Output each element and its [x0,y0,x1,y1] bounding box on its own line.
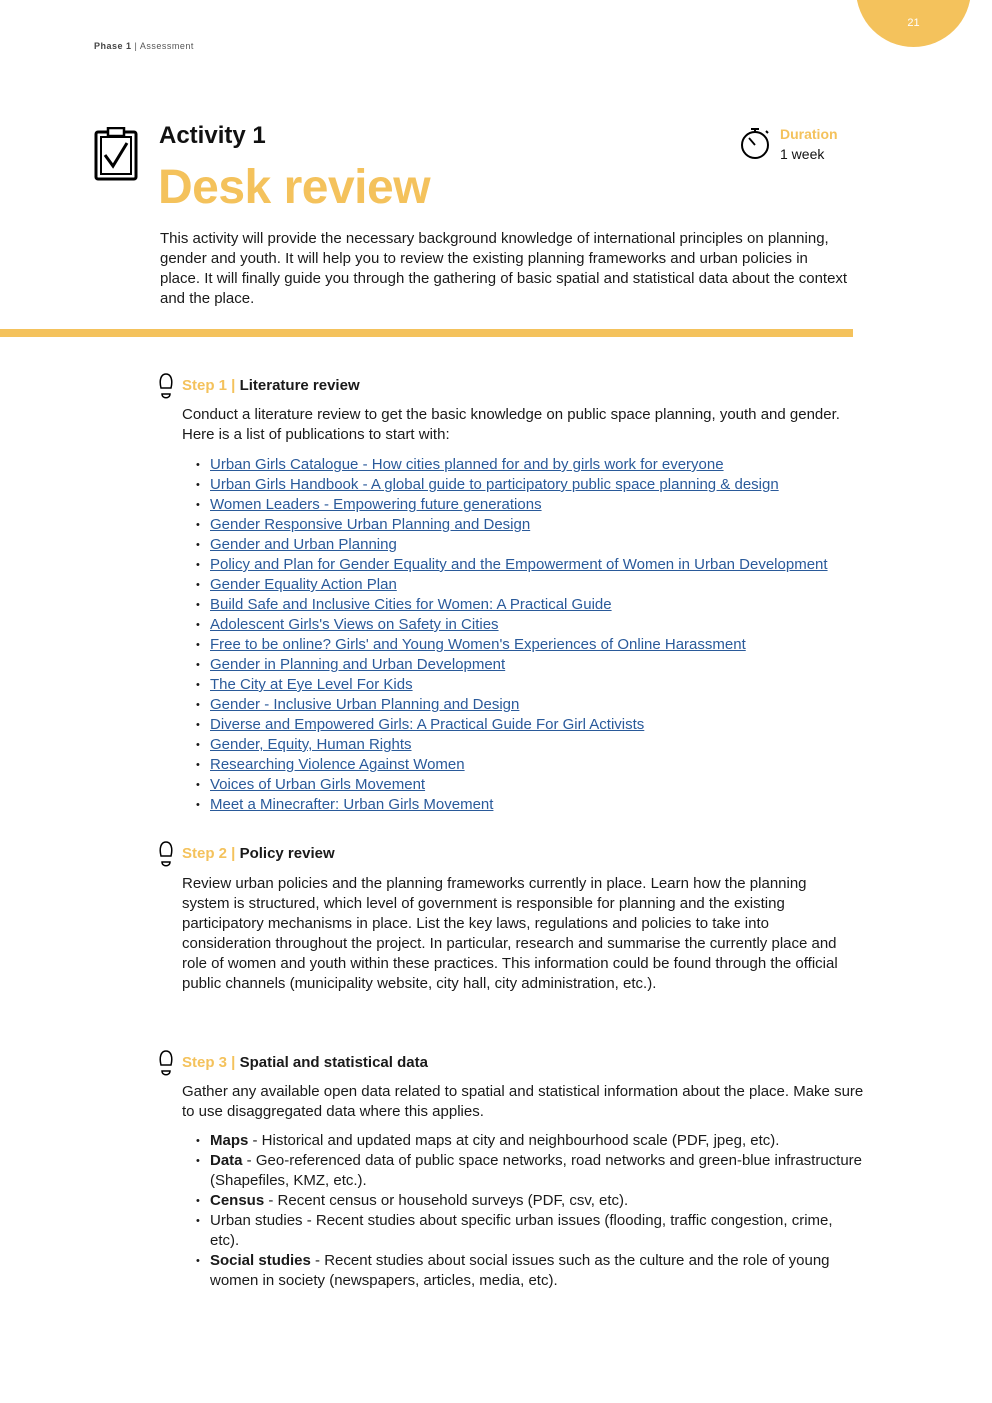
list-item [182,695,882,715]
clipboard-check-icon [94,127,138,181]
item-label: Census [210,1192,265,1209]
step-number: Step 2 | [182,845,236,862]
step-2-text: Review urban policies and the planning frameworks currently in place. Learn how the planning system is structured, which level of government is responsible for planning and the existing participatory mechanisms in place. List the key laws, regulations and policies to take into consideration throughout the project. In particular, research and summarise the currently place and role of women and youth within these practices. This information could be found through the official public channels (municipality website, city hall, city administration, etc.). [182,875,838,992]
list-item [182,1251,862,1291]
step-1-heading [182,377,360,394]
publication-link[interactable]: Gender - Inclusive Urban Planning and Design [210,696,520,713]
list-item [182,455,882,475]
breadcrumb-section: Assessment [139,41,194,51]
publication-link[interactable]: Gender Equality Action Plan [210,576,397,593]
item-label: Data [210,1152,243,1169]
list-item [182,555,882,575]
step-3-heading [182,1054,428,1071]
list-item [182,1211,862,1251]
publication-link[interactable]: Researching Violence Against Women [210,756,465,773]
footprint-icon [158,840,174,870]
list-item [182,655,882,675]
step-title: Policy review [239,845,335,862]
publication-link[interactable]: Gender in Planning and Urban Development [210,656,506,673]
list-item [182,575,882,595]
list-item [182,735,882,755]
data-list [182,1131,862,1291]
publication-link[interactable]: Gender, Equity, Human Rights [210,736,412,753]
list-item [182,475,882,495]
step-number: Step 1 | [182,377,236,394]
item-text: - Recent studies about social issues such as the culture and the role of young women in society (newspapers, articles, media, etc). [210,1252,830,1289]
item-text: - Historical and updated maps at city and neighbourhood scale (PDF, jpeg, etc). [248,1132,780,1149]
publication-link[interactable]: Gender and Urban Planning [210,536,397,553]
divider-bar [0,329,853,337]
step-3-text: Gather any available open data related to spatial and statistical information about the place. Make sure to use disaggregated data where this applies. [182,1083,864,1120]
list-item [182,1191,862,1211]
item-text: - Geo-referenced data of public space networks, road networks and green-blue infrastructure (Shapefiles, KMZ, etc.). [210,1152,863,1189]
breadcrumb [94,41,194,51]
intro-text: This activity will provide the necessary background knowledge of international principles on planning, gender and youth. It will help you to review the existing planning frameworks and urban policies in place. It will finally guide you through the gathering of basic spatial and statistical data about the context and the place. [160,230,848,307]
list-item [182,1151,862,1191]
item-label: Social studies [210,1252,311,1269]
publication-link[interactable]: Urban Girls Catalogue - How cities planned for and by girls work for everyone [210,456,724,473]
list-item [182,535,882,555]
publication-link[interactable]: Policy and Plan for Gender Equality and the Empowerment of Women in Urban Development [210,556,828,573]
publication-link[interactable]: Build Safe and Inclusive Cities for Women: A Practical Guide [210,596,612,613]
publication-link[interactable]: Meet a Minecrafter: Urban Girls Movement [210,796,494,813]
step-number: Step 3 | [182,1054,236,1071]
duration-value: 1 week [780,146,825,162]
list-item [182,1131,862,1151]
step-2-heading [182,845,335,862]
step-title: Spatial and statistical data [239,1054,428,1071]
publication-link[interactable]: Voices of Urban Girls Movement [210,776,426,793]
item-text: Urban studies - Recent studies about specific urban issues (flooding, traffic congestion, crime, etc). [210,1212,833,1249]
activity-label: Activity 1 [159,122,266,149]
publication-link[interactable]: The City at Eye Level For Kids [210,676,413,693]
item-label: Maps [210,1132,249,1149]
list-item [182,755,882,775]
publication-link[interactable]: Gender Responsive Urban Planning and Design [210,516,531,533]
list-item [182,515,882,535]
list-item [182,775,882,795]
publication-link[interactable]: Diverse and Empowered Girls: A Practical Guide For Girl Activists [210,716,645,733]
step-title: Literature review [239,377,360,394]
list-item [182,615,882,635]
list-item [182,715,882,735]
page-number: 21 [907,17,920,29]
breadcrumb-phase: Phase 1 [94,41,132,51]
publication-link[interactable]: Urban Girls Handbook - A global guide to participatory public space planning & design [210,476,779,493]
footprint-icon [158,1049,174,1079]
duration-label: Duration [780,126,838,142]
footprint-icon [158,372,174,402]
list-item [182,495,882,515]
list-item [182,635,882,655]
step-1-text: Conduct a literature review to get the basic knowledge on public space planning, youth and gender. Here is a list of publications to start with: [182,406,840,443]
list-item [182,675,882,695]
publication-link[interactable]: Adolescent Girls's Views on Safety in Cities [210,616,499,633]
item-text: - Recent census or household surveys (PDF, csv, etc). [264,1192,629,1209]
breadcrumb-separator: | [134,41,138,51]
list-item [182,795,882,815]
publication-link[interactable]: Women Leaders - Empowering future generations [210,496,542,513]
list-item [182,595,882,615]
stopwatch-icon [739,126,771,160]
publication-link[interactable]: Free to be online? Girls' and Young Women's Experiences of Online Harassment [210,636,746,653]
publication-list [182,455,882,815]
page-title: Desk review [158,161,431,214]
